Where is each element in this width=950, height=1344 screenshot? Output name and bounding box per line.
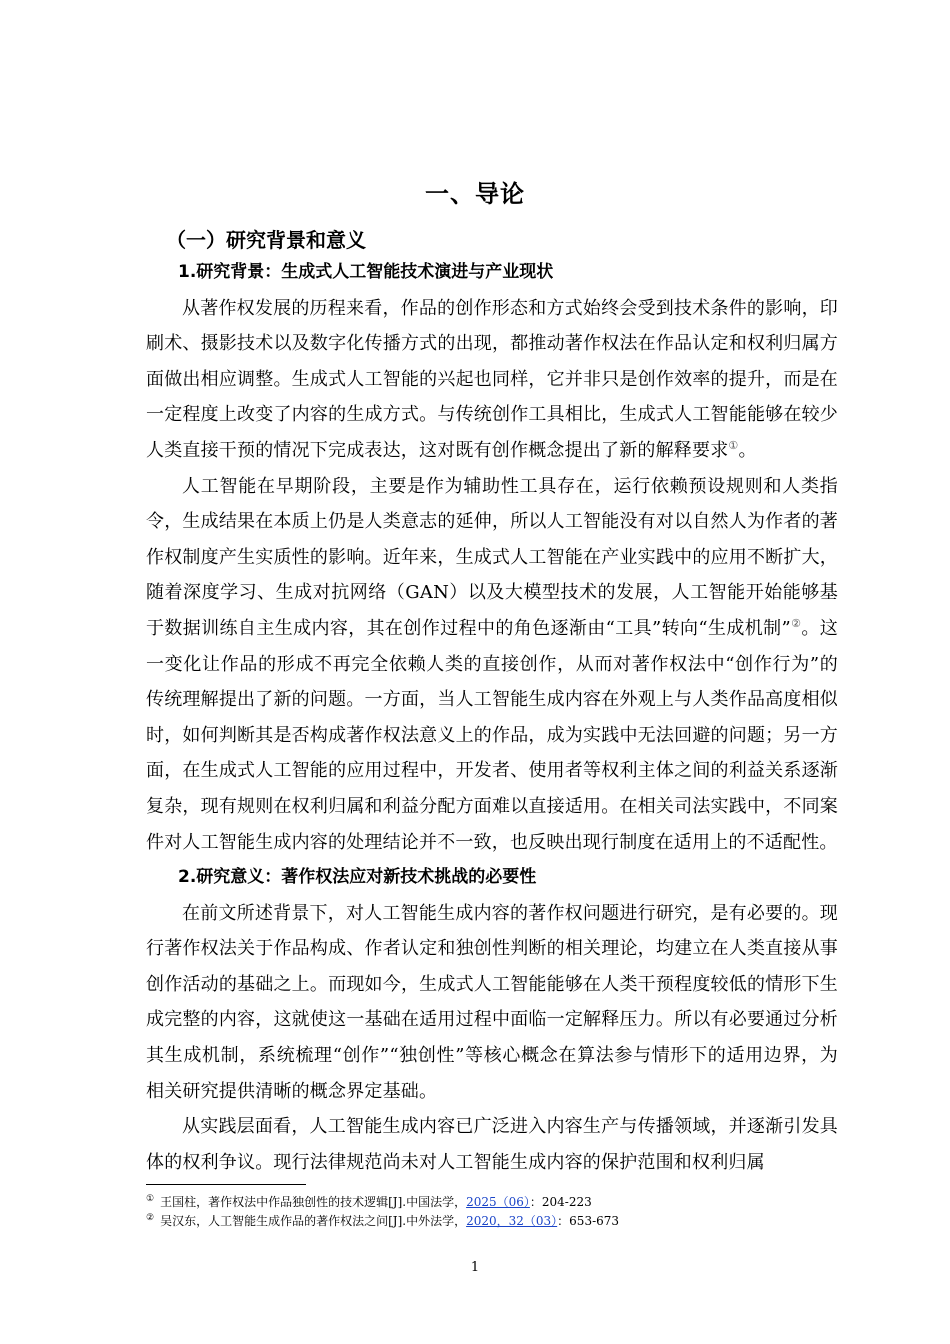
paragraph-text: 人工智能在早期阶段，主要是作为辅助性工具存在，运行依赖预设规则和人类指令，生成结果在本质上仍是人类意志的延伸，所以人工智能没有对以自然人为作者的著作权制度产生实质性的影响。近年来，生成式人工智能在产业实践中的应用不断扩大，随着深度学习、生成对抗网络（GAN）以及大模型技术的发展，人工智能开始能够基于数据训练自主生成内容，其在创作过程中的角色逐渐由“工具”转向“生成机制” — [146, 475, 838, 639]
footnote-item — [146, 1212, 846, 1231]
footnote-link[interactable]: 2020，32（03） — [466, 1214, 558, 1228]
footnote-link[interactable]: 2025（06） — [466, 1195, 530, 1209]
footnote-reference[interactable]: ① — [728, 438, 739, 452]
body-text — [146, 255, 838, 1180]
footnote-text: 吴汉东，人工智能生成作品的著作权法之问[J].中外法学， — [160, 1214, 467, 1228]
paragraph-background-2 — [146, 469, 838, 861]
footnote-mark: ② — [146, 1213, 155, 1223]
paragraph-significance-1: 在前文所述背景下，对人工智能生成内容的著作权问题进行研究，是有必要的。现行著作权法关于作品构成、作者认定和独创性判断的相关理论，均建立在人类直接从事创作活动的基础之上。而现如今，生成式人工智能能够在人类干预程度较低的情形下生成完整的内容，这就使这一基础在适用过程中面临一定解释压力。所以有必要通过分析其生成机制，系统梳理“创作”“独创性”等核心概念在算法参与情形下的适用边界，为相关研究提供清晰的概念界定基础。 — [146, 902, 838, 1102]
paragraph-significance-2: 从实践层面看，人工智能生成内容已广泛进入内容生产与传播领域，并逐渐引发具体的权利争议。现行法律规范尚未对人工智能生成内容的保护范围和权利归属 — [146, 1116, 838, 1173]
footnote-divider — [146, 1184, 306, 1185]
page-number: 1 — [470, 1260, 480, 1275]
chapter-title: 一、导论 — [425, 180, 525, 208]
paragraph-text: 从著作权发展的历程来看，作品的创作形态和方式始终会受到技术条件的影响，印刷术、摄影技术以及数字化传播方式的出现，都推动著作权法在作品认定和权利归属方面做出相应调整。生成式人工智能的兴起也同样，它并非只是创作效率的提升，而是在一定程度上改变了内容的生成方式。与传统创作工具相比，生成式人工智能能够在较少人类直接干预的情况下完成表达，这对既有创作概念提出了新的解释要求 — [146, 297, 838, 461]
footnote-text: 王国柱，著作权法中作品独创性的技术逻辑[J].中国法学， — [160, 1195, 467, 1209]
paragraph-text: 。 — [738, 439, 757, 461]
subsection-heading-significance: 2.研究意义：著作权法应对新技术挑战的必要性 — [178, 867, 537, 888]
section-title: （一）研究背景和意义 — [166, 228, 366, 252]
footnote-item — [146, 1193, 846, 1212]
subsection-heading-background: 1.研究背景：生成式人工智能技术演进与产业现状 — [178, 262, 554, 282]
footnote-pages: ：653-673 — [557, 1214, 620, 1228]
footnote-mark: ① — [146, 1194, 155, 1204]
footnotes — [146, 1193, 846, 1231]
footnote-pages: ：204-223 — [529, 1195, 592, 1209]
paragraph-background-1 — [146, 291, 838, 469]
paragraph-text: 。这一变化让作品的形成不再完全依赖人类的直接创作，从而对著作权法中“创作行为”的传统理解提出了新的问题。一方面，当人工智能生成内容在外观上与人类作品高度相似时，如何判断其是否构成著作权法意义上的作品，成为实践中无法回避的问题；另一方面，在生成式人工智能的应用过程中，开发者、使用者等权利主体之间的利益关系逐渐复杂，现有规则在权利归属和利益分配方面难以直接适用。在相关司法实践中，不同案件对人工智能生成内容的处理结论并不一致，也反映出现行制度在适用上的不适配性。 — [146, 617, 838, 853]
footnote-reference[interactable]: ② — [790, 616, 802, 630]
